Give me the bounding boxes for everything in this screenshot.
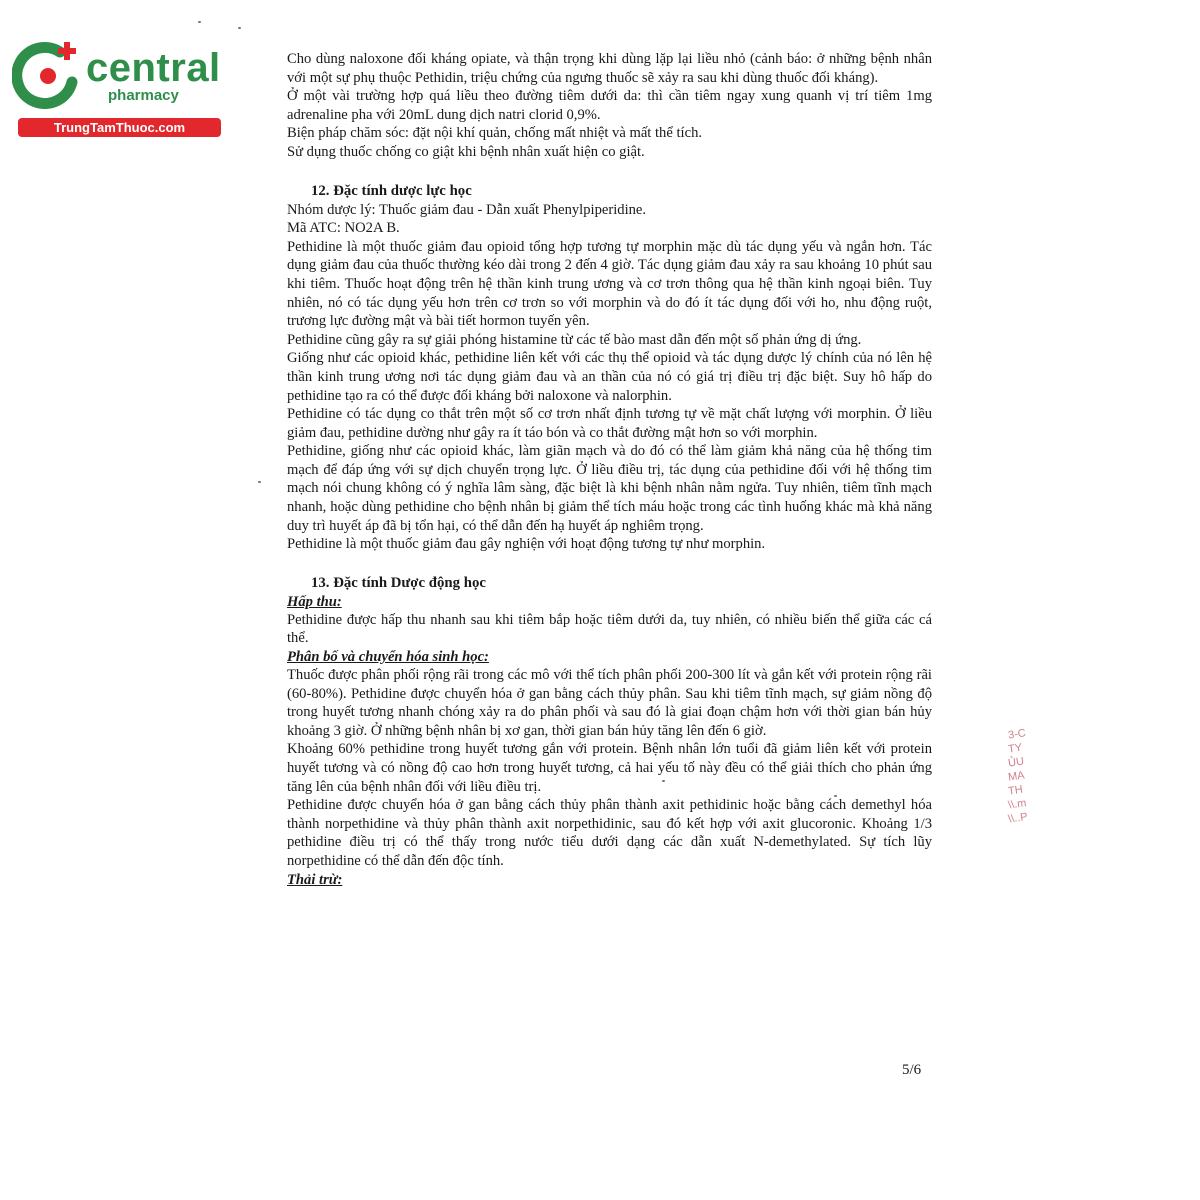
stamp-line: TH [1007, 783, 1024, 798]
scan-speck [834, 795, 837, 797]
scan-speck [258, 481, 261, 483]
paragraph: Pethidine có tác dụng co thắt trên một số cơ trơn nhất định tương tự về mặt chất lượng với morphin. Ở liều giảm đau, pethidine dường như gây ra ít táo bón và co thắt đường mật hơn so với morphin. [287, 406, 932, 441]
stamp-line: 3-C [1007, 727, 1027, 742]
paragraph: Pethidine cũng gây ra sự giải phóng histamine từ các tế bào mast dẫn đến một số phản ứng dị ứng. [287, 331, 862, 348]
document-body [287, 50, 932, 889]
brand-name: central [86, 46, 221, 90]
absorption-title: Hấp thu: [287, 593, 342, 610]
paragraph: Pethidine là một thuốc giảm đau gây nghiện với hoạt động tương tự như morphin. [287, 536, 766, 553]
stamp-line: MA [1007, 769, 1026, 784]
scan-speck [662, 780, 665, 782]
paragraph: Nhóm dược lý: Thuốc giảm đau - Dẫn xuất Phenylpiperidine. [287, 201, 647, 218]
stamp-line: TY [1007, 741, 1023, 756]
scan-speck [238, 27, 241, 29]
paragraph: Ở một vài trường hợp quá liều theo đường tiêm dưới da: thì cần tiêm ngay xung quanh vị trí tiêm 1mg adrenaline pha với 20mL dung dịch natri clorid 0,9%. [287, 88, 932, 123]
pharmacy-cross-icon [12, 38, 84, 110]
scan-speck [198, 21, 201, 23]
central-pharmacy-logo[interactable] [12, 38, 221, 138]
red-stamp-mark [1008, 726, 1046, 886]
paragraph: Pethidine được chuyển hóa ở gan bằng cách thủy phân thành axit pethidinic hoặc bằng cách demethyl hóa thành norpethidine và thủy phân thành axit norpethidinic, sau đó kết hợp với axit glucoronic. Khoảng 1/3 pethidine điều trị có thể thấy trong nước tiểu dưới dạng các dẫn xuất N-demethylated. Sự tích lũy norpethidine có thể dẫn đến độc tính. [287, 797, 932, 869]
brand-tagline: pharmacy [108, 87, 179, 104]
paragraph: Cho dùng naloxone đối kháng opiate, và thận trọng khi dùng lặp lại liều nhỏ (cảnh báo: ở những bệnh nhân với một sự phụ thuộc Pethidin, triệu chứng của ngưng thuốc sẽ xảy ra sau khi dùng thuốc đối kháng). [287, 51, 932, 86]
paragraph: Mã ATC: NO2A B. [287, 220, 400, 237]
section-12-heading: 12. Đặc tính dược lực học [311, 182, 472, 199]
stamp-line: \\.m [1007, 797, 1028, 812]
stamp-line: ỦU [1007, 755, 1025, 770]
stamp-line: \\..P [1007, 810, 1029, 826]
paragraph: Thuốc được phân phối rộng rãi trong các mô với thể tích phân phối 200-300 lít và gắn kết với protein rộng rãi (60-80%). Pethidine được chuyển hóa ở gan bằng cách thủy phân. Sau khi tiêm tĩnh mạch, sự giảm nồng độ trong huyết tương nhanh chóng xảy ra do phân phối và sau đó là giai đoạn chậm hơn với thời gian bán hủy khoảng 3 giờ. Ở những bệnh nhân bị xơ gan, thời gian bán hủy tăng lên đến 6 giờ. [287, 667, 932, 739]
paragraph: Pethidine là một thuốc giảm đau opioid tổng hợp tương tự morphin mặc dù tác dụng yếu và ngắn hơn. Tác dụng giảm đau của thuốc thường kéo dài trong 2 đến 4 giờ. Tác dụng giảm đau xảy ra sau khoảng 10 phút sau khi tiêm. Thuốc hoạt động trên hệ thần kinh trung ương và cơ trơn thông qua hệ thần kinh ngoại biên. Tuy nhiên, nó có tác dụng yếu hơn trên cơ trơn so với morphin và do đó ít tác dụng đối với ho, nhu động ruột, trương lực đường mật và bài tiết hormon tuyến yên. [287, 238, 932, 330]
paragraph: Sử dụng thuốc chống co giật khi bệnh nhân xuất hiện co giật. [287, 143, 645, 160]
paragraph: Pethidine, giống như các opioid khác, làm giãn mạch và do đó có thể làm giảm khả năng của hệ thống tim mạch để đáp ứng với sự dịch chuyển trọng lực. Ở liều điều trị, tác dụng của pethidine đối với hệ thống tim mạch nói chung không có ý nghĩa lâm sàng, đặc biệt là khi bệnh nhân nằm ngửa. Tuy nhiên, tiêm tĩnh mạch nhanh, hoặc dùng pethidine cho bệnh nhân bị giảm thể tích máu hoặc trong các tình huống khác mà khả năng duy trì huyết áp đã bị tổn hại, có thể dẫn đến hạ huyết áp nghiêm trọng. [287, 443, 932, 534]
paragraph: Biện pháp chăm sóc: đặt nội khí quản, chống mất nhiệt và mất thể tích. [287, 125, 703, 142]
page-number: 5/6 [902, 1062, 922, 1078]
section-13-heading: 13. Đặc tính Dược động học [311, 574, 486, 591]
distribution-title: Phân bố và chuyển hóa sinh học: [287, 649, 489, 666]
paragraph: Khoảng 60% pethidine trong huyết tương gắn với protein. Bệnh nhân lớn tuổi đã giảm liên kết với protein huyết tương và có nồng độ cao hơn trong huyết tương, cả hai yếu tố này đều có thể giải thích cho phản ứng tăng lên của bệnh nhân đối với liều điều trị. [287, 741, 932, 795]
elimination-title: Thải trừ: [287, 871, 343, 888]
site-url[interactable]: TrungTamThuoc.com [18, 118, 221, 137]
paragraph: Pethidine được hấp thu nhanh sau khi tiêm bắp hoặc tiêm dưới da, tuy nhiên, có nhiều biến thể giữa các cá thể. [287, 611, 932, 647]
paragraph: Giống như các opioid khác, pethidine liên kết với các thụ thể opioid và tác dụng dược lý chính của nó lên hệ thần kinh trung ương nơi tác dụng giảm đau và an thần của nó có giá trị điều trị đặc biệt. Suy hô hấp do pethidine tạo ra có thể được đối kháng bởi naloxone và nalorphin. [287, 350, 932, 404]
